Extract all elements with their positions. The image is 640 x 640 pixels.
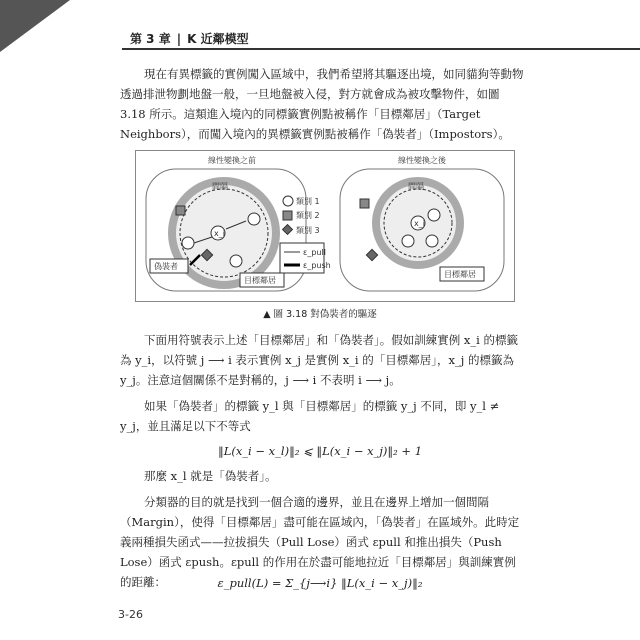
chapter-title: K 近鄰模型 bbox=[187, 32, 249, 46]
lmnn-diagram bbox=[136, 151, 514, 301]
right-class3-point bbox=[366, 249, 377, 260]
header-separator: | bbox=[176, 32, 182, 46]
target-label-right: 目標鄰居 bbox=[444, 270, 476, 279]
legend-class3-marker bbox=[283, 225, 293, 235]
intro-text: 現在有異標籤的實例闖入區域中，我們希望將其驅逐出境，如同貓狗等動物透過排泄物劃地盤一般，一旦地盤被入侵，對方就會成為被攻擊物件，如圖 3.18 所示。這類進入境內的同標籤實例點被稱作「目標鄰居」（Target Neighbors），而闖入境內的異標籤實例點被稱作「偽裝者」（Impostors）。 bbox=[120, 67, 524, 141]
legend-pull: ε_pull bbox=[303, 248, 326, 257]
legend-class1: 類別 1 bbox=[296, 197, 320, 206]
legend-class3: 類別 3 bbox=[296, 226, 320, 235]
page-number: 3-26 bbox=[118, 608, 143, 621]
paragraph-1-text: 下面用符號表示上述「目標鄰居」和「偽裝者」。假如訓練實例 x_i 的標籤為 y_i，以符號 j ⟶ i 表示實例 x_j 是實例 x_i 的「目標鄰居」，x_j 的標籤為 y_j。注意這個關係不是對稱的，j ⟶ i 不表明 i ⟶ j。 bbox=[120, 333, 518, 387]
legend-class2-marker bbox=[283, 211, 292, 220]
left-panel-title: 線性變換之前 bbox=[208, 156, 256, 165]
intro-paragraph bbox=[120, 64, 525, 144]
right-panel-title: 線性變換之後 bbox=[398, 156, 446, 165]
paragraph-2-text: 如果「偽裝者」的標籤 y_l 與「目標鄰居」的標籤 y_j 不同，即 y_l ≠ y_j，並且滿足以下不等式 bbox=[120, 399, 500, 433]
right-margin-label: 間隔 bbox=[408, 182, 424, 191]
right-xi-label: x_i bbox=[414, 219, 425, 228]
left-margin-label: 間隔 bbox=[212, 182, 228, 191]
legend-class1-marker bbox=[283, 196, 293, 206]
figure-caption: ▲ 圖 3.18 對偽裝者的驅逐 bbox=[263, 309, 377, 320]
paragraph-4-text: 分類器的目的就是找到一個合適的邊界，並且在邊界上增加一個間隔（Margin），使得「目標鄰居」盡可能在區域內，「偽裝者」在區域外。此時定義兩種損失函式——拉拔損失（Pull Lose）函式 εpull 和推出損失（Push Lose）函式 εpush。εpull 的作用在於盡可能地拉近「目標鄰居」與訓練實例的距離： bbox=[120, 495, 520, 589]
left-xi-label: x_i bbox=[214, 229, 225, 238]
paragraph-3 bbox=[120, 466, 525, 486]
impostor-label: 偽裝者 bbox=[154, 262, 178, 271]
right-class1-point bbox=[428, 209, 440, 221]
chapter-header bbox=[0, 0, 640, 52]
left-class1-point-3 bbox=[230, 255, 242, 267]
legend-push: ε_push bbox=[303, 261, 331, 270]
right-class1-point-2 bbox=[402, 235, 414, 247]
left-class1-point bbox=[248, 213, 260, 225]
left-class1-point-2 bbox=[182, 237, 194, 249]
paragraph-3-text: 那麼 x_l 就是「偽裝者」。 bbox=[144, 469, 277, 483]
header-wedge bbox=[0, 0, 70, 52]
paragraph-1 bbox=[120, 330, 525, 390]
paragraph-2 bbox=[120, 396, 525, 436]
right-class2-point bbox=[360, 199, 369, 208]
figure-3-18 bbox=[135, 150, 515, 302]
legend-class2: 類別 2 bbox=[296, 211, 320, 220]
chapter-number: 第 3 章 bbox=[130, 32, 171, 46]
target-label-left: 目標鄰居 bbox=[244, 276, 276, 285]
legend bbox=[280, 196, 331, 273]
pull-loss-formula: ε_pull(L) = Σ_{j⟶i} ‖L(x_i − x_j)‖₂ bbox=[217, 576, 423, 590]
inequality-formula: ‖L(x_i − x_l)‖₂ ⩽ ‖L(x_i − x_j)‖₂ + 1 bbox=[217, 444, 423, 458]
left-class2-point bbox=[176, 206, 185, 215]
header-rule bbox=[122, 48, 640, 50]
header-text bbox=[130, 30, 249, 47]
right-class1-point-3 bbox=[426, 235, 438, 247]
